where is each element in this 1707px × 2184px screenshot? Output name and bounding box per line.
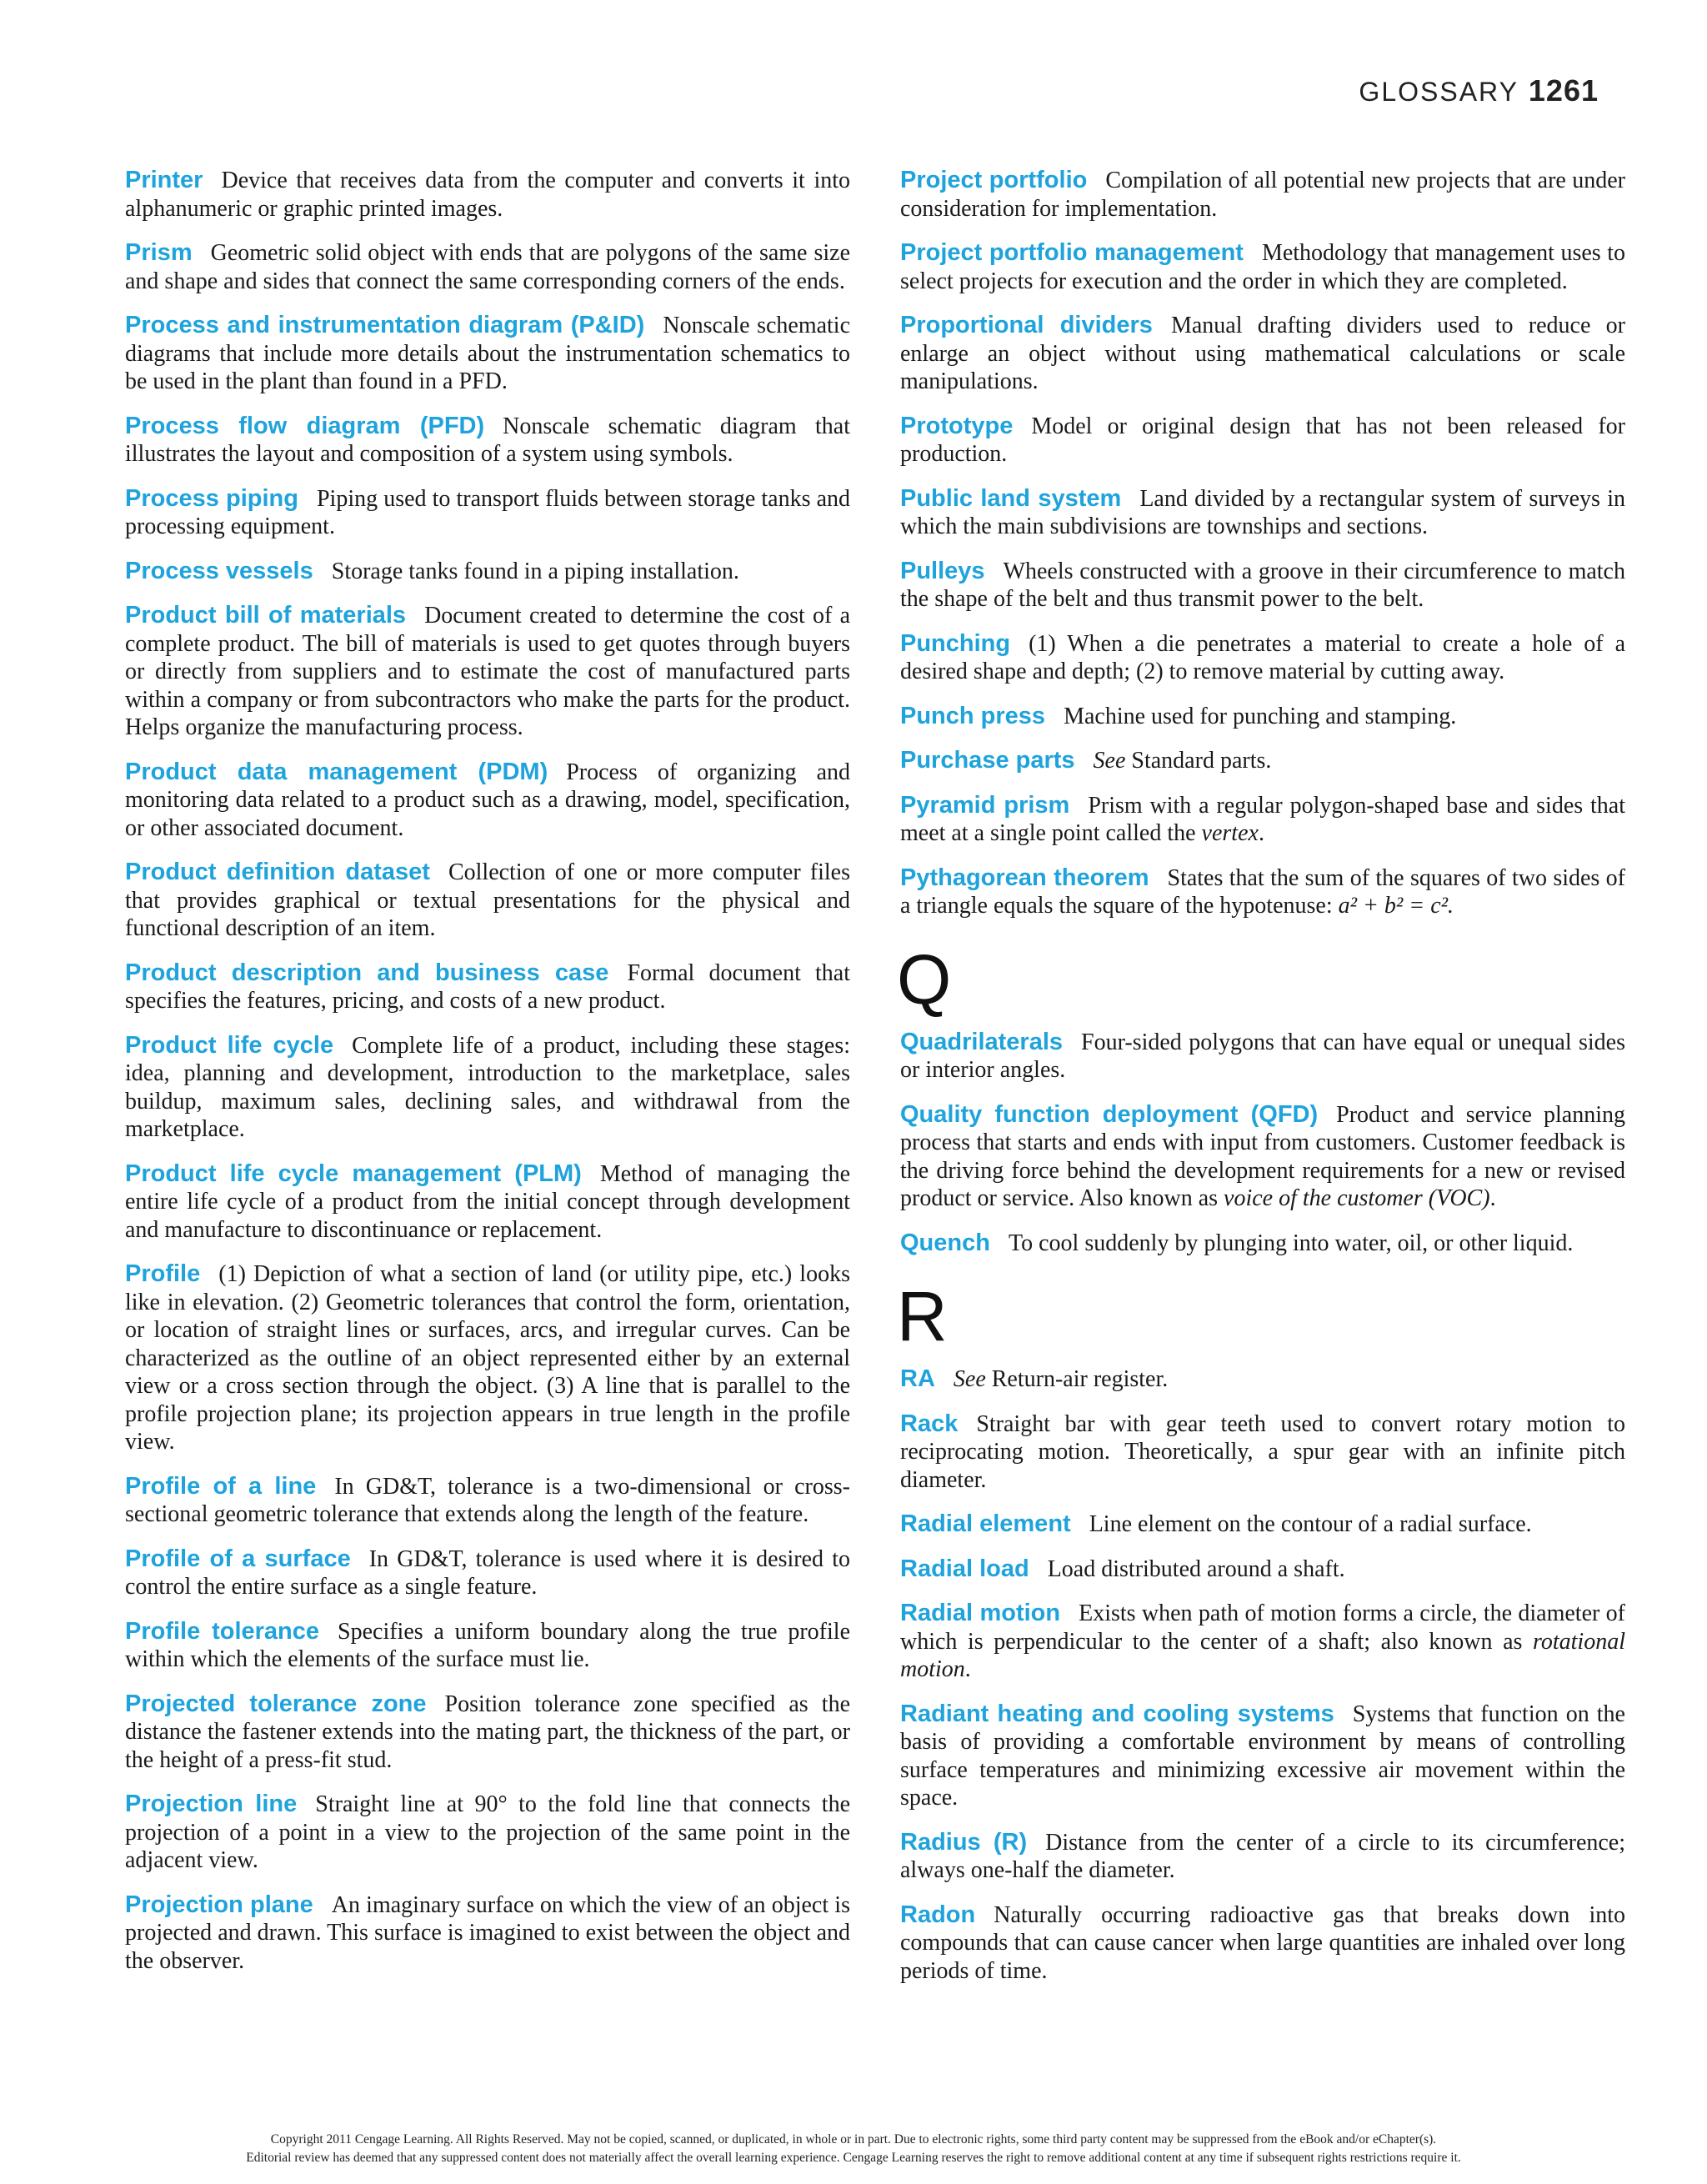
left-column — [125, 167, 850, 1991]
glossary-term: Product definition dataset — [125, 859, 430, 885]
glossary-term: Product description and business case — [125, 959, 609, 986]
glossary-definition: Wheels constructed with a groove in their circumference to match the shape of the belt and thus transmit power to the belt. — [900, 558, 1625, 612]
glossary-term: Product life cycle — [125, 1031, 334, 1059]
glossary-term: Printer — [125, 167, 203, 193]
formula: a² + b² = c². — [1338, 893, 1454, 919]
right-column — [897, 167, 1626, 2001]
glossary-term: Radial motion — [900, 1600, 1061, 1626]
glossary-definition: Systems that function on the basis of providing a comfortable environment by means of controlling surface temperatures and minimizing excessive air movement within the space. — [900, 1701, 1625, 1811]
glossary-definition: Machine used for punching and stamping. — [1064, 703, 1457, 729]
glossary-definition: Product and service planning process that starts and ends with input from customers. Customer feedback is the driving force behind the development requirements for a new or revised product or service. Also known as — [900, 1101, 1625, 1211]
page-header — [1359, 73, 1599, 108]
glossary-definition: To cool suddenly by plunging into water, oil, or other liquid. — [1008, 1230, 1574, 1256]
punctuation: . — [964, 1656, 971, 1682]
glossary-definition: Line element on the contour of a radial surface. — [1089, 1511, 1532, 1537]
glossary-definition: Complete life of a product, including these stages: idea, planning and development, introduction to the marketplace, sales buildup, maximum sales, declining sales, and withdrawal from the marketplace. — [125, 1032, 850, 1142]
glossary-entry — [900, 1029, 1625, 1084]
glossary-entry — [900, 792, 1625, 848]
glossary-entry — [900, 1410, 1625, 1495]
glossary-definition: Load distributed around a shaft. — [1047, 1555, 1345, 1582]
glossary-entry — [125, 1618, 850, 1674]
glossary-term: Profile tolerance — [125, 1617, 320, 1645]
glossary-definition: States that the sum of the squares of two sides of a triangle equals the square of the hypotenuse: — [900, 864, 1625, 919]
glossary-definition: Device that receives data from the computer and converts it into alphanumeric or graphic printed images. — [125, 168, 850, 222]
glossary-entry — [900, 239, 1625, 295]
glossary-entry — [125, 602, 850, 742]
see-reference: See — [1093, 748, 1126, 774]
glossary-entry — [125, 558, 850, 586]
glossary-entry — [900, 413, 1625, 468]
glossary-entry — [900, 1365, 1625, 1394]
letter-heading-r: R — [897, 1277, 948, 1355]
glossary-definition: Four-sided polygons that can have equal or unequal sides or interior angles. — [900, 1029, 1625, 1083]
glossary-entry — [900, 312, 1625, 396]
glossary-term: Profile — [125, 1260, 201, 1287]
glossary-term: Prism — [125, 239, 193, 266]
glossary-term: Quadrilaterals — [900, 1028, 1064, 1055]
glossary-definition: Land divided by a rectangular system of surveys in which the main subdivisions are townships and sections. — [900, 485, 1626, 539]
glossary-definition: Nonscale schematic diagrams that include more details about the instrumentation schematics to be used in the plant than found in a PFD. — [125, 313, 851, 394]
glossary-entry — [125, 1032, 850, 1144]
glossary-term: Project portfolio — [900, 167, 1088, 193]
glossary-entry — [900, 747, 1625, 775]
glossary-term: Project portfolio management — [900, 239, 1244, 266]
glossary-entry — [125, 759, 850, 843]
glossary-term: Public land system — [900, 484, 1122, 512]
glossary-term: Product bill of materials — [125, 602, 407, 629]
glossary-definition: Return-air register. — [991, 1366, 1169, 1392]
glossary-term: Projected tolerance zone — [125, 1690, 427, 1717]
glossary-entry — [900, 1600, 1625, 1684]
glossary-term: Punch press — [900, 702, 1046, 729]
glossary-entry — [900, 630, 1625, 686]
glossary-definition: An imaginary surface on which the view of an object is projected and drawn. This surface is imagined to exist between the object and the observer. — [125, 1891, 850, 1974]
italic-term: voice of the customer (VOC) — [1224, 1185, 1490, 1211]
glossary-term: Punching — [900, 629, 1011, 657]
glossary-term: Radial load — [900, 1555, 1029, 1582]
glossary-entry — [125, 167, 850, 223]
glossary-entry — [900, 1701, 1625, 1812]
section-title: GLOSSARY — [1359, 77, 1519, 107]
glossary-term: Process piping — [125, 484, 298, 512]
glossary-term: Radon — [900, 1901, 976, 1928]
glossary-entry — [900, 864, 1625, 920]
punctuation: . — [1258, 820, 1264, 846]
glossary-definition: In GD&T, tolerance is used where it is desired to control the entire surface as a single feature. — [125, 1545, 850, 1600]
glossary-definition: Exists when path of motion forms a circle, the diameter of which is perpendicular to the center of a shaft; also known as — [900, 1600, 1625, 1655]
glossary-term: Radius (R) — [900, 1828, 1028, 1856]
glossary-definition: Method of managing the entire life cycle of a product from the initial concept through development and manufacture to discontinuance or replacement. — [125, 1160, 850, 1243]
copyright-footer — [0, 2131, 1707, 2167]
glossary-term: Quality function deployment (QFD) — [900, 1100, 1319, 1128]
glossary-term: Profile of a surface — [125, 1545, 351, 1572]
glossary-term: Purchase parts — [900, 747, 1075, 774]
glossary-entry — [125, 239, 850, 295]
glossary-term: Prototype — [900, 412, 1014, 439]
glossary-definition: Geometric solid object with ends that are polygons of the same size and shape and sides that connect the same corresponding corners of the ends. — [125, 240, 850, 294]
glossary-term: Product data management (PDM) — [125, 758, 548, 785]
glossary-entry — [125, 1545, 850, 1601]
italic-term: vertex — [1201, 820, 1259, 846]
glossary-term: Product life cycle management (PLM) — [125, 1160, 582, 1187]
copyright-line-2: Editorial review has deemed that any suppressed content does not materially affect the overall learning experience. Cengage Learning reserves the right to remove additional content at any time if subsequent rights restrictions require it. — [246, 2151, 1461, 2165]
glossary-entry — [125, 1891, 850, 1976]
glossary-definition: Specifies a uniform boundary along the true profile within which the elements of the surface must lie. — [125, 1618, 850, 1672]
glossary-term: Projection plane — [125, 1891, 313, 1918]
glossary-entry — [125, 959, 850, 1015]
glossary-entry — [900, 1901, 1625, 1986]
glossary-term: Process and instrumentation diagram (P&ID) — [125, 312, 645, 338]
glossary-definition: Process of organizing and monitoring data related to a product such as a drawing, model, specification, or other associated document. — [125, 759, 850, 841]
glossary-term: Radial element — [900, 1510, 1071, 1537]
glossary-entry — [900, 1829, 1625, 1885]
glossary-term: Pulleys — [900, 557, 985, 584]
glossary-definition: Compilation of all potential new projects that are under consideration for implementation. — [900, 168, 1625, 222]
glossary-term: Pyramid prism — [900, 791, 1070, 819]
glossary-entry — [900, 703, 1625, 731]
glossary-definition: Naturally occurring radioactive gas that breaks down into compounds that can cause cancer when large quantities are inhaled over long periods of time. — [900, 1901, 1625, 1984]
glossary-term: Profile of a line — [125, 1472, 317, 1500]
glossary-entry — [900, 167, 1625, 223]
glossary-entry — [900, 1101, 1625, 1213]
glossary-entry — [125, 1260, 850, 1456]
glossary-entry — [125, 485, 850, 541]
glossary-definition: Distance from the center of a circle to its circumference; always one-half the diameter. — [900, 1829, 1626, 1883]
glossary-term: RA — [900, 1365, 935, 1392]
glossary-definition: Manual drafting dividers used to reduce or enlarge an object without using mathematical calculations or scale manipulations. — [900, 313, 1625, 394]
glossary-definition: Formal document that specifies the features, pricing, and costs of a new product. — [125, 959, 850, 1014]
glossary-definition: Collection of one or more computer files that provides graphical or textual presentations for the physical and functional description of an item. — [125, 859, 851, 941]
glossary-definition: Model or original design that has not been released for production. — [900, 413, 1625, 467]
glossary-definition: Position tolerance zone specified as the distance the fastener extends into the mating part, the thickness of the part, or the height of a press-fit stud. — [125, 1691, 850, 1773]
glossary-entry — [900, 1555, 1625, 1584]
glossary-entry — [900, 1230, 1625, 1258]
glossary-definition: Methodology that management uses to select projects for execution and the order in which they are completed. — [900, 240, 1625, 294]
glossary-definition: In GD&T, tolerance is a two-dimensional or cross-sectional geometric tolerance that extends along the length of the feature. — [125, 1473, 850, 1527]
section-p-continued — [900, 167, 1625, 920]
glossary-entry — [125, 1691, 850, 1775]
glossary-definition: (1) When a die penetrates a material to create a hole of a desired shape and depth; (2) to remove material by cutting away. — [900, 630, 1625, 684]
glossary-entry — [125, 312, 850, 396]
section-r — [900, 1365, 1625, 1985]
page-number: 1261 — [1528, 73, 1599, 108]
glossary-definition: Nonscale schematic diagram that illustrates the layout and composition of a system using symbols. — [125, 413, 850, 467]
glossary-term: Proportional dividers — [900, 312, 1153, 338]
glossary-term: Projection line — [125, 1791, 298, 1817]
glossary-term: Quench — [900, 1229, 990, 1256]
glossary-definition: (1) Depiction of what a section of land (or utility pipe, etc.) looks like in elevation. (2) Geometric tolerances that control the form, orientation, or location of straight lines or surfaces, arcs, and irregular curves. Can be characterized as the outline of an object represented either by an external view or a cross section through the object. (3) A line that is parallel to the profile projection plane; its projection appears in true length in the profile view. — [125, 1261, 850, 1455]
glossary-term: Process flow diagram (PFD) — [125, 412, 485, 439]
glossary-definition: Straight line at 90° to the fold line that connects the projection of a point in a view to the projection of the same point in the adjacent view. — [125, 1791, 850, 1873]
copyright-line-1: Copyright 2011 Cengage Learning. All Rights Reserved. May not be copied, scanned, or duplicated, in whole or in part. Due to electronic rights, some third party content may be suppressed from the eBook and/or eChapter(s). — [270, 2132, 1437, 2146]
glossary-definition: Prism with a regular polygon-shaped base and sides that meet at a single point called the — [900, 792, 1625, 846]
punctuation: . — [1489, 1185, 1496, 1211]
glossary-term: Pythagorean theorem — [900, 864, 1149, 891]
glossary-entry — [125, 859, 850, 943]
glossary-entry — [900, 485, 1625, 541]
glossary-term: Radiant heating and cooling systems — [900, 1700, 1334, 1727]
glossary-entry — [900, 558, 1625, 614]
glossary-definition: Piping used to transport fluids between storage tanks and processing equipment. — [125, 485, 850, 539]
glossary-definition: Straight bar with gear teeth used to convert rotary motion to reciprocating motion. Theoretically, a spur gear with an infinite pitch diameter. — [900, 1410, 1625, 1493]
glossary-entry — [125, 1473, 850, 1529]
glossary-term: Rack — [900, 1410, 959, 1437]
glossary-term: Process vessels — [125, 557, 313, 584]
letter-heading-q: Q — [897, 939, 952, 1019]
glossary-definition: Standard parts. — [1131, 748, 1272, 774]
glossary-entry — [125, 413, 850, 468]
italic-term: rotational motion — [900, 1628, 1625, 1682]
section-q — [900, 1029, 1625, 1258]
glossary-definition: Document created to determine the cost of a complete product. The bill of materials is used to get quotes through buyers or directly from suppliers and to estimate the cost of manufactured parts within a company or from subcontractors who make the parts for the product. Helps organize the manufacturing process. — [125, 603, 850, 740]
glossary-entry — [900, 1510, 1625, 1539]
glossary-entry — [125, 1791, 850, 1875]
see-reference: See — [953, 1366, 986, 1392]
glossary-entry — [125, 1160, 850, 1245]
glossary-definition: Storage tanks found in a piping installation. — [331, 558, 739, 584]
